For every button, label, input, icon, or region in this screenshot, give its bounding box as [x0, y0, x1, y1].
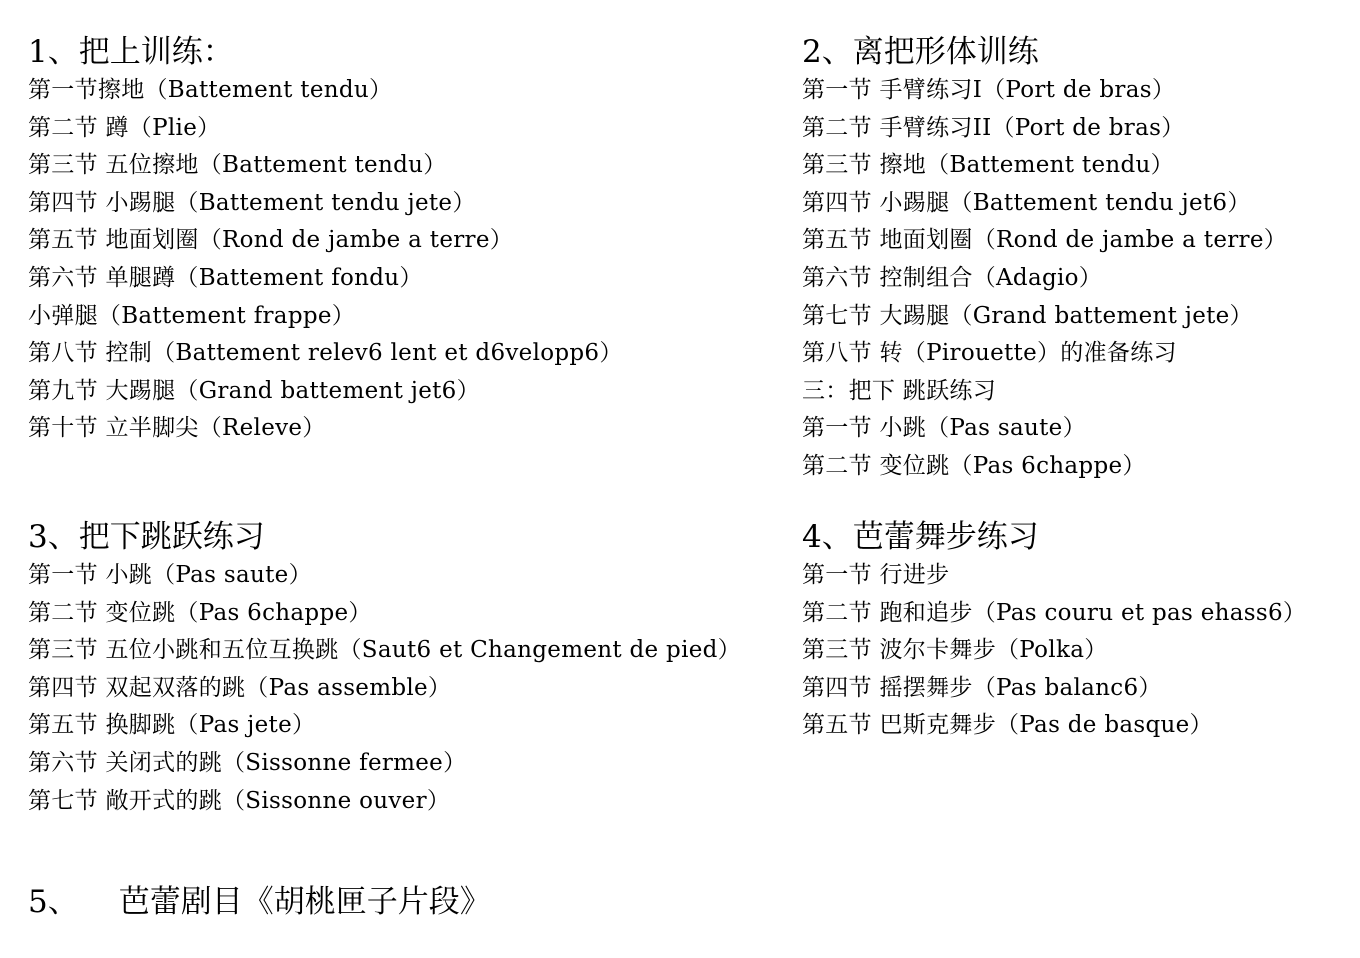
list-item: 第一节 小跳（Pas saute）	[802, 415, 1086, 442]
list-item: 第六节 关闭式的跳（Sissonne fermee）	[28, 749, 467, 776]
list-item: 第十节 立半脚尖（Releve）	[28, 415, 326, 442]
list-item: 第四节 小踢腿（Battement tendu jet6）	[802, 189, 1251, 216]
list-item: 第九节 大踢腿（Grand battement jet6）	[28, 377, 480, 404]
section-center-training	[802, 32, 1287, 486]
list-item: 第八节 控制（Battement relev6 lent et d6velopp6）	[28, 340, 623, 367]
list-item: 第三节 五位擦地（Battement tendu）	[28, 152, 447, 179]
list-item: 第六节 控制组合（Adagio）	[802, 264, 1103, 291]
list-item: 第六节 单腿蹲（Battement fondu）	[28, 264, 423, 291]
list-item: 第一节 行进步	[802, 562, 950, 588]
section-heading: 3、把下跳跃练习	[28, 519, 265, 555]
section-heading	[28, 882, 491, 922]
list-item: 第二节 变位跳（Pas 6chappe）	[802, 452, 1146, 479]
list-item: 第二节 跑和追步（Pas couru et pas ehass6）	[802, 599, 1307, 626]
list-item: 第三节 擦地（Battement tendu）	[802, 152, 1174, 179]
list-item: 第五节 地面划圈（Rond de jambe a terre）	[802, 227, 1288, 254]
list-item: 第一节 手臂练习I（Port de bras）	[802, 77, 1176, 103]
section-heading-text: 芭蕾剧目《胡桃匣子片段》	[118, 884, 491, 920]
list-item: 第七节 敞开式的跳（Sissonne ouver）	[28, 787, 451, 814]
list-item: 小弹腿（Battement frappe）	[28, 302, 356, 329]
list-item: 第五节 巴斯克舞步（Pas de basque）	[802, 712, 1213, 739]
section-heading: 2、离把形体训练	[802, 34, 1039, 70]
section-barre-training	[28, 32, 623, 448]
section-heading: 1、把上训练：	[28, 34, 234, 70]
list-item: 第四节 双起双落的跳（Pas assemble）	[28, 674, 452, 701]
section-jump-practice	[28, 517, 741, 820]
list-item: 第一节 小跳（Pas saute）	[28, 562, 312, 588]
list-item: 第七节 大踢腿（Grand battement jete）	[802, 302, 1253, 329]
list-item: 第二节 变位跳（Pas 6chappe）	[28, 599, 372, 626]
list-item: 第四节 小踢腿（Battement tendu jete）	[28, 189, 476, 216]
list-item: 第二节 蹲（Plie）	[28, 114, 221, 141]
list-item: 第二节 手臂练习II（Port de bras）	[802, 114, 1185, 141]
section-ballet-steps	[802, 517, 1306, 745]
section-ballet-repertoire	[28, 882, 491, 922]
list-item: 第八节 转（Pirouette）的准备练习	[802, 340, 1177, 367]
list-item: 第五节 地面划圈（Rond de jambe a terre）	[28, 227, 514, 254]
list-item: 第三节 波尔卡舞步（Polka）	[802, 637, 1108, 664]
section-heading-number: 5、	[28, 884, 79, 920]
list-item: 三：把下 跳跃练习	[802, 377, 997, 404]
list-item: 第一节擦地（Battement tendu）	[28, 77, 393, 103]
list-item: 第三节 五位小跳和五位互换跳（Saut6 et Changement de pied）	[28, 637, 741, 664]
section-heading: 4、芭蕾舞步练习	[802, 519, 1039, 555]
list-item: 第五节 换脚跳（Pas jete）	[28, 712, 316, 739]
list-item: 第四节 摇摆舞步（Pas balanc6）	[802, 674, 1162, 701]
